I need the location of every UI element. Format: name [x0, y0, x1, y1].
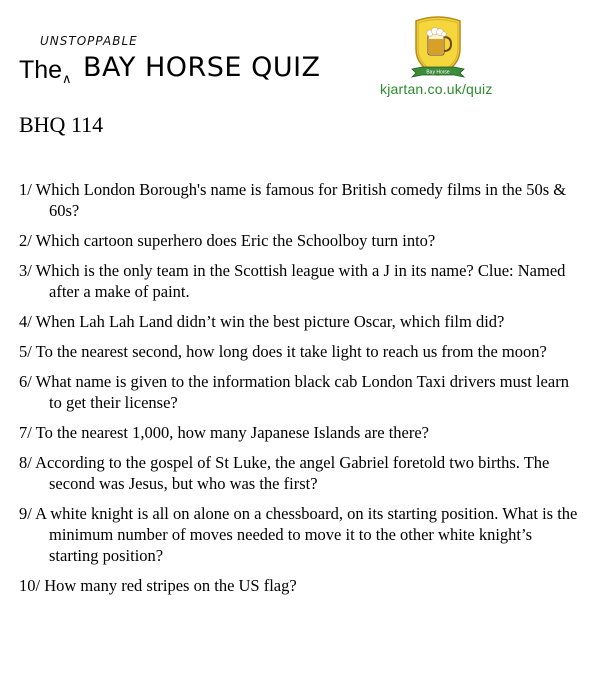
- question-text: To the nearest 1,000, how many Japanese Islands are there?: [35, 423, 429, 442]
- question-number: 9/: [19, 504, 32, 523]
- question-text: Which cartoon superhero does Eric the Schoolboy turn into?: [35, 231, 436, 250]
- logo-banner-text: Bay Horse: [426, 69, 450, 76]
- question-text: What name is given to the information black cab London Taxi drivers must learn to get their license?: [35, 372, 569, 412]
- question-number: 7/: [19, 423, 32, 442]
- question-number: 10/: [19, 576, 41, 595]
- question-number: 5/: [19, 342, 32, 361]
- question-number: 3/: [19, 261, 32, 280]
- question-item: [19, 422, 579, 443]
- insertion-caret: ∧: [62, 72, 72, 87]
- question-text: Which London Borough's name is famous for British comedy films in the 50s & 60s?: [35, 180, 567, 220]
- question-text: According to the gospel of St Luke, the angel Gabriel foretold two births. The second was Jesus, but who was the first?: [35, 453, 550, 493]
- question-number: 2/: [19, 231, 32, 250]
- quiz-header: [0, 0, 600, 110]
- question-item: [19, 230, 579, 251]
- question-text: To the nearest second, how long does it take light to reach us from the moon?: [35, 342, 547, 361]
- question-number: 4/: [19, 312, 32, 331]
- quiz-number: BHQ 114: [19, 112, 104, 137]
- website-link[interactable]: kjartan.co.uk/quiz: [380, 81, 493, 97]
- question-item: [19, 371, 579, 413]
- question-list: [19, 179, 579, 605]
- question-text: How many red stripes on the US flag?: [44, 576, 297, 595]
- title-prefix: The: [19, 56, 63, 84]
- question-item: [19, 179, 579, 221]
- question-text: When Lah Lah Land didn’t win the best picture Oscar, which film did?: [35, 312, 505, 331]
- question-item: [19, 341, 579, 362]
- question-item: [19, 452, 579, 494]
- question-item: [19, 260, 579, 302]
- question-number: 6/: [19, 372, 32, 391]
- quiz-title: BAY HORSE QUIZ: [83, 52, 321, 83]
- question-text: A white knight is all on alone on a chessboard, on its starting position. What is the minimum number of moves needed to move it to the other white knight’s starting position?: [35, 504, 578, 565]
- tagline: UNSTOPPABLE: [40, 34, 138, 48]
- question-text: Which is the only team in the Scottish league with a J in its name? Clue: Named after a make of paint.: [35, 261, 566, 301]
- bay-horse-logo: [410, 15, 466, 81]
- question-item: [19, 311, 579, 332]
- question-item: [19, 503, 579, 566]
- question-number: 1/: [19, 180, 32, 199]
- question-number: 8/: [19, 453, 32, 472]
- question-item: [19, 575, 579, 596]
